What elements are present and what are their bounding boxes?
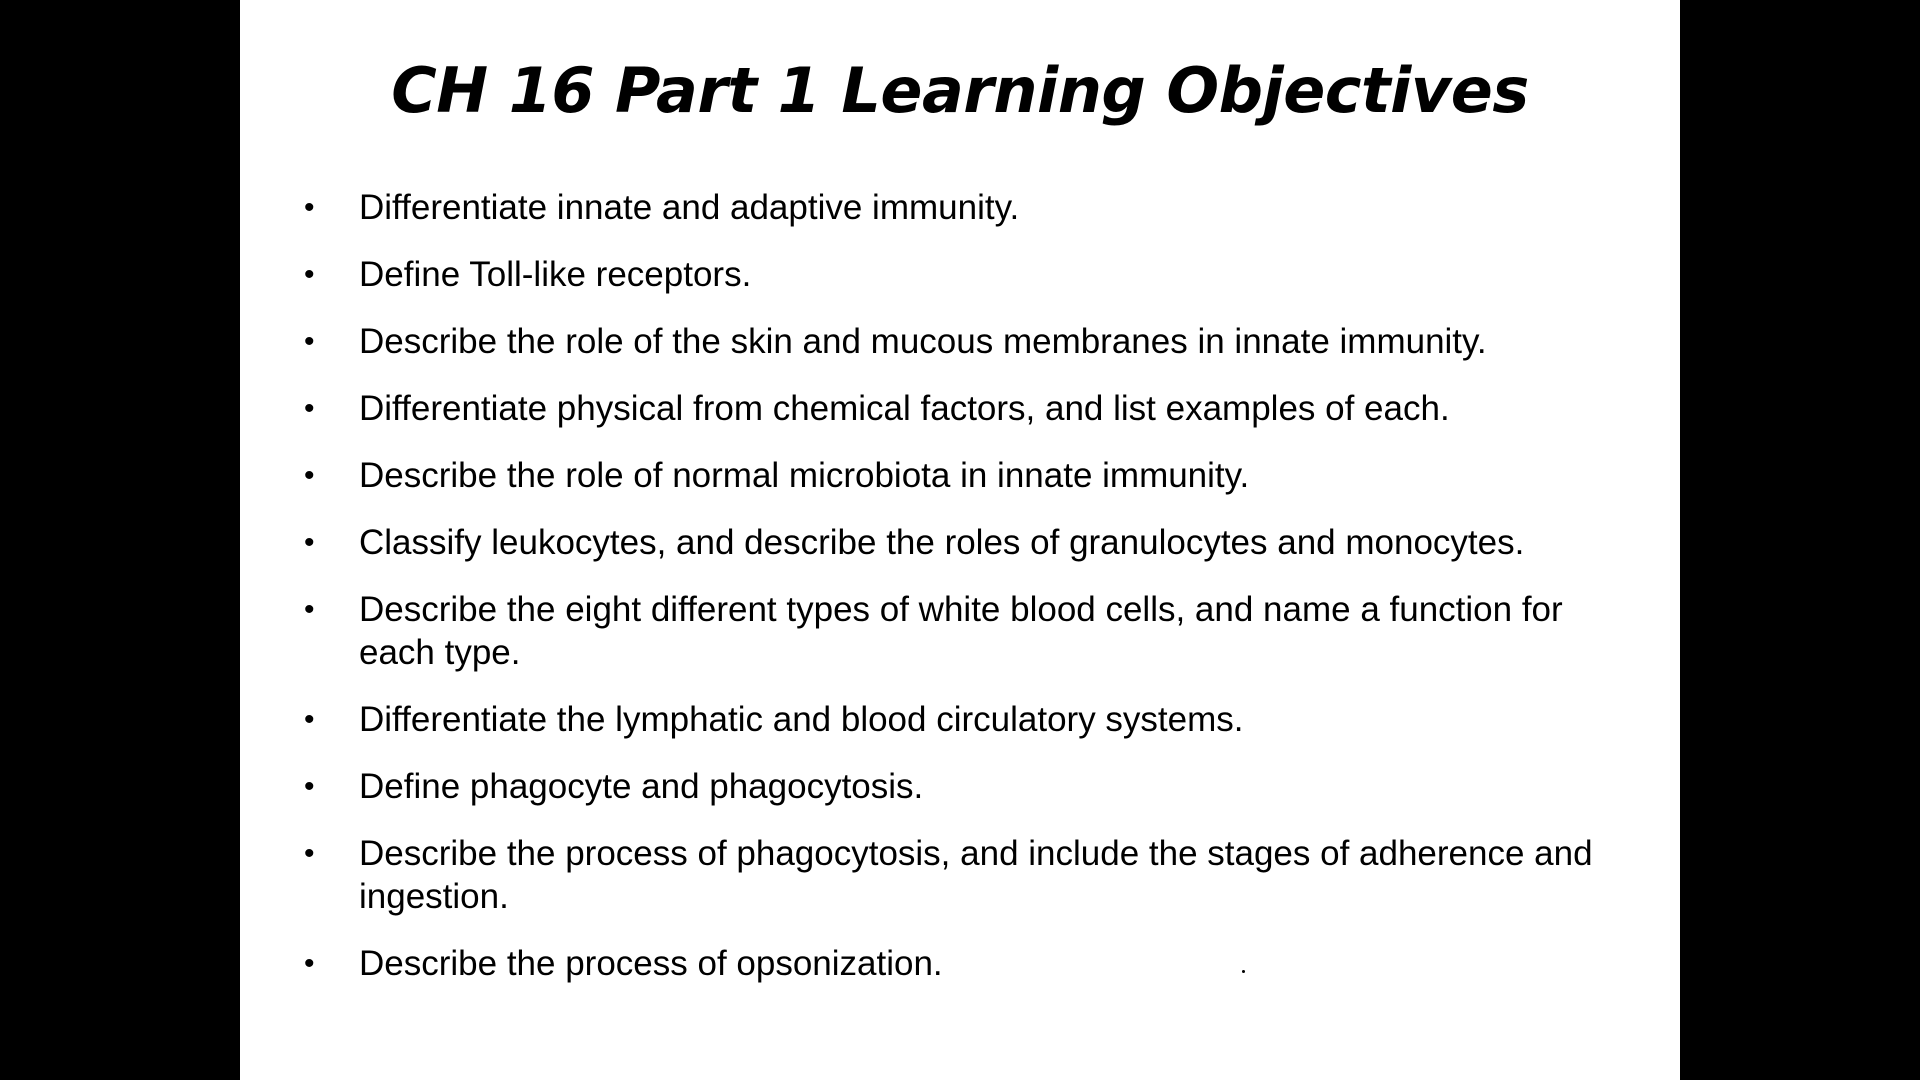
objectives-list	[304, 186, 1644, 1009]
objective-text: Describe the role of the skin and mucous membranes in innate immunity.	[359, 322, 1487, 361]
slide-title: CH 16 Part 1 Learning Objectives	[391, 54, 1529, 127]
objective-text: Differentiate physical from chemical factors, and list examples of each.	[359, 389, 1450, 428]
bullet: •	[304, 526, 315, 559]
objective-text: Describe the process of phagocytosis, and include the stages of adherence and ingestion.	[359, 834, 1593, 916]
slide	[240, 0, 1680, 1080]
list-item	[304, 253, 1644, 296]
list-item	[304, 387, 1644, 430]
list-item	[304, 320, 1644, 363]
objective-text: Define phagocyte and phagocytosis.	[359, 767, 924, 806]
cursor-dot	[1242, 970, 1245, 973]
bullet: •	[304, 325, 315, 358]
bullet: •	[304, 837, 315, 870]
list-item	[304, 454, 1644, 497]
objective-text: Define Toll-like receptors.	[359, 255, 752, 294]
bullet: •	[304, 258, 315, 291]
bullet: •	[304, 947, 315, 980]
objective-text: Describe the eight different types of white blood cells, and name a function for each type.	[359, 590, 1563, 672]
list-item	[304, 186, 1644, 229]
objective-text: Describe the role of normal microbiota in innate immunity.	[359, 456, 1250, 495]
objective-text: Differentiate innate and adaptive immunity.	[359, 188, 1020, 227]
list-item	[304, 942, 1644, 985]
list-item	[304, 521, 1644, 564]
bullet: •	[304, 703, 315, 736]
objective-text: Classify leukocytes, and describe the roles of granulocytes and monocytes.	[359, 523, 1525, 562]
list-item	[304, 832, 1644, 918]
bullet: •	[304, 191, 315, 224]
bullet: •	[304, 770, 315, 803]
objective-text: Differentiate the lymphatic and blood circulatory systems.	[359, 700, 1244, 739]
list-item	[304, 698, 1644, 741]
objective-text: Describe the process of opsonization.	[359, 944, 943, 983]
bullet: •	[304, 593, 315, 626]
list-item	[304, 588, 1644, 674]
bullet: •	[304, 459, 315, 492]
list-item	[304, 765, 1644, 808]
bullet: •	[304, 392, 315, 425]
